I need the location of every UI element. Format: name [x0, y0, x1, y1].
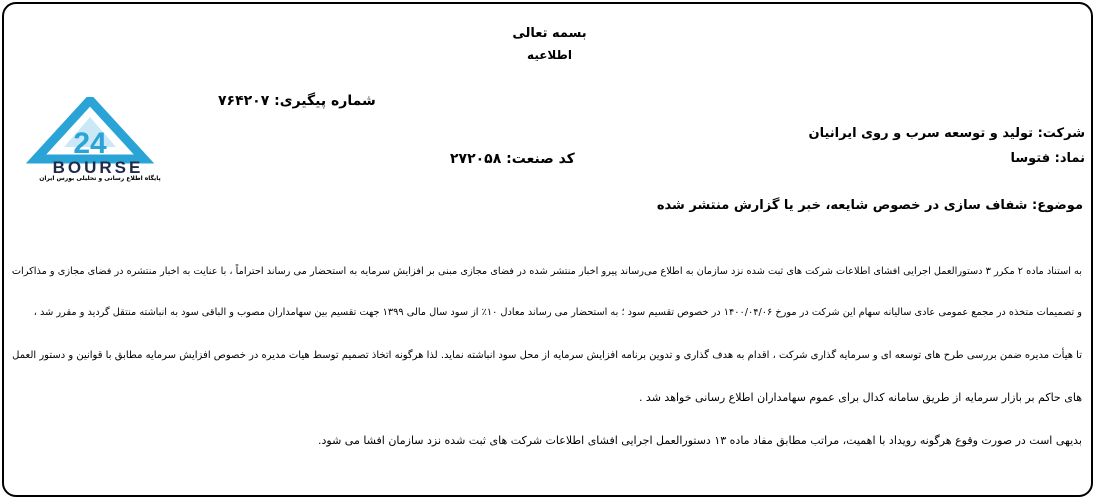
company-label: شرکت: — [1037, 126, 1085, 141]
body-line-4: های حاکم بر بازار سرمایه از طریق سامانه کدال برای عموم سهامداران اطلاع رسانی خواهد شد . — [638, 391, 1082, 404]
subject-text: شفاف سازی در خصوص شایعه، خبر یا گزارش منتشر شده — [656, 198, 1028, 213]
subject-line — [657, 198, 1083, 213]
symbol-line — [1010, 151, 1085, 166]
symbol-label: نماد: — [1054, 151, 1085, 166]
bourse-logo — [24, 97, 174, 189]
symbol-value: فتوسا — [1010, 151, 1051, 166]
tracking-value: ۷۶۴۲۰۷ — [218, 93, 270, 109]
company-line — [809, 126, 1085, 141]
logo-tagline: پایگاه اطلاع رسانی و تحلیلی بورس ایران — [39, 175, 161, 182]
body-line-1: به استناد ماده ۲ مکرر ۳ دستورالعمل اجرایی افشای اطلاعات شرکت های ثبت شده نزد سازمان به اطلاع می‌رساند پیرو اخبار منتشر شده در فضای مجازی مبنی بر افزایش سرمایه به استحضار می رساند احتراماً ، با عنایت به اخبار منتشره در فضای مجازی و مذاکرات — [11, 266, 1082, 277]
logo-number: 24 — [73, 127, 107, 160]
tracking-label: شماره پیگیری: — [274, 93, 376, 109]
body-line-2: و تصمیمات متخذه در مجمع عمومی عادی سالیانه سهام این شرکت در مورخ ۱۴۰۰/۰۴/۰۶ در خصوص تقسیم سود ؛ به استحضار می رساند معادل ۱۰٪ از سود سال مالی ۱۳۹۹ جهت تقسیم بین سهامداران مصوب و الباقی سود به انباشته منتقل گردید و مقرر شد ، — [33, 307, 1082, 318]
industry-code-label: کد صنعت: — [506, 151, 575, 167]
logo-wordmark: BOURSE — [52, 158, 144, 177]
announcement-heading: اطلاعیه — [527, 48, 572, 62]
body-line-3: تا هیأت مدیره ضمن بررسی طرح های توسعه ای و سرمایه گذاری شرکت ، اقدام به هدف گذاری و تدوین برنامه افزایش سرمایه از محل سود انباشته نماید. لذا هرگونه اتخاذ تصمیم توسط هیات مدیره در خصوص افزایش سرمایه مطابق با قوانین و دستور العمل — [12, 350, 1082, 361]
industry-code-line — [450, 151, 575, 167]
company-name: تولید و توسعه سرب و روی ایرانیان — [808, 126, 1034, 141]
body-line-5: بدیهی است در صورت وقوع هرگونه رویداد با اهمیت، مراتب مطابق مفاد ماده ۱۳ دستورالعمل اجرایی افشای اطلاعات شرکت های ثبت شده نزد سازمان افشا می شود. — [318, 434, 1082, 447]
tracking-number — [218, 93, 376, 109]
subject-label: موضوع: — [1032, 198, 1083, 213]
announcement-frame — [2, 2, 1093, 497]
industry-code-value: ۲۷۲۰۵۸ — [450, 151, 502, 167]
invocation-heading: بسمه تعالی — [512, 26, 587, 41]
